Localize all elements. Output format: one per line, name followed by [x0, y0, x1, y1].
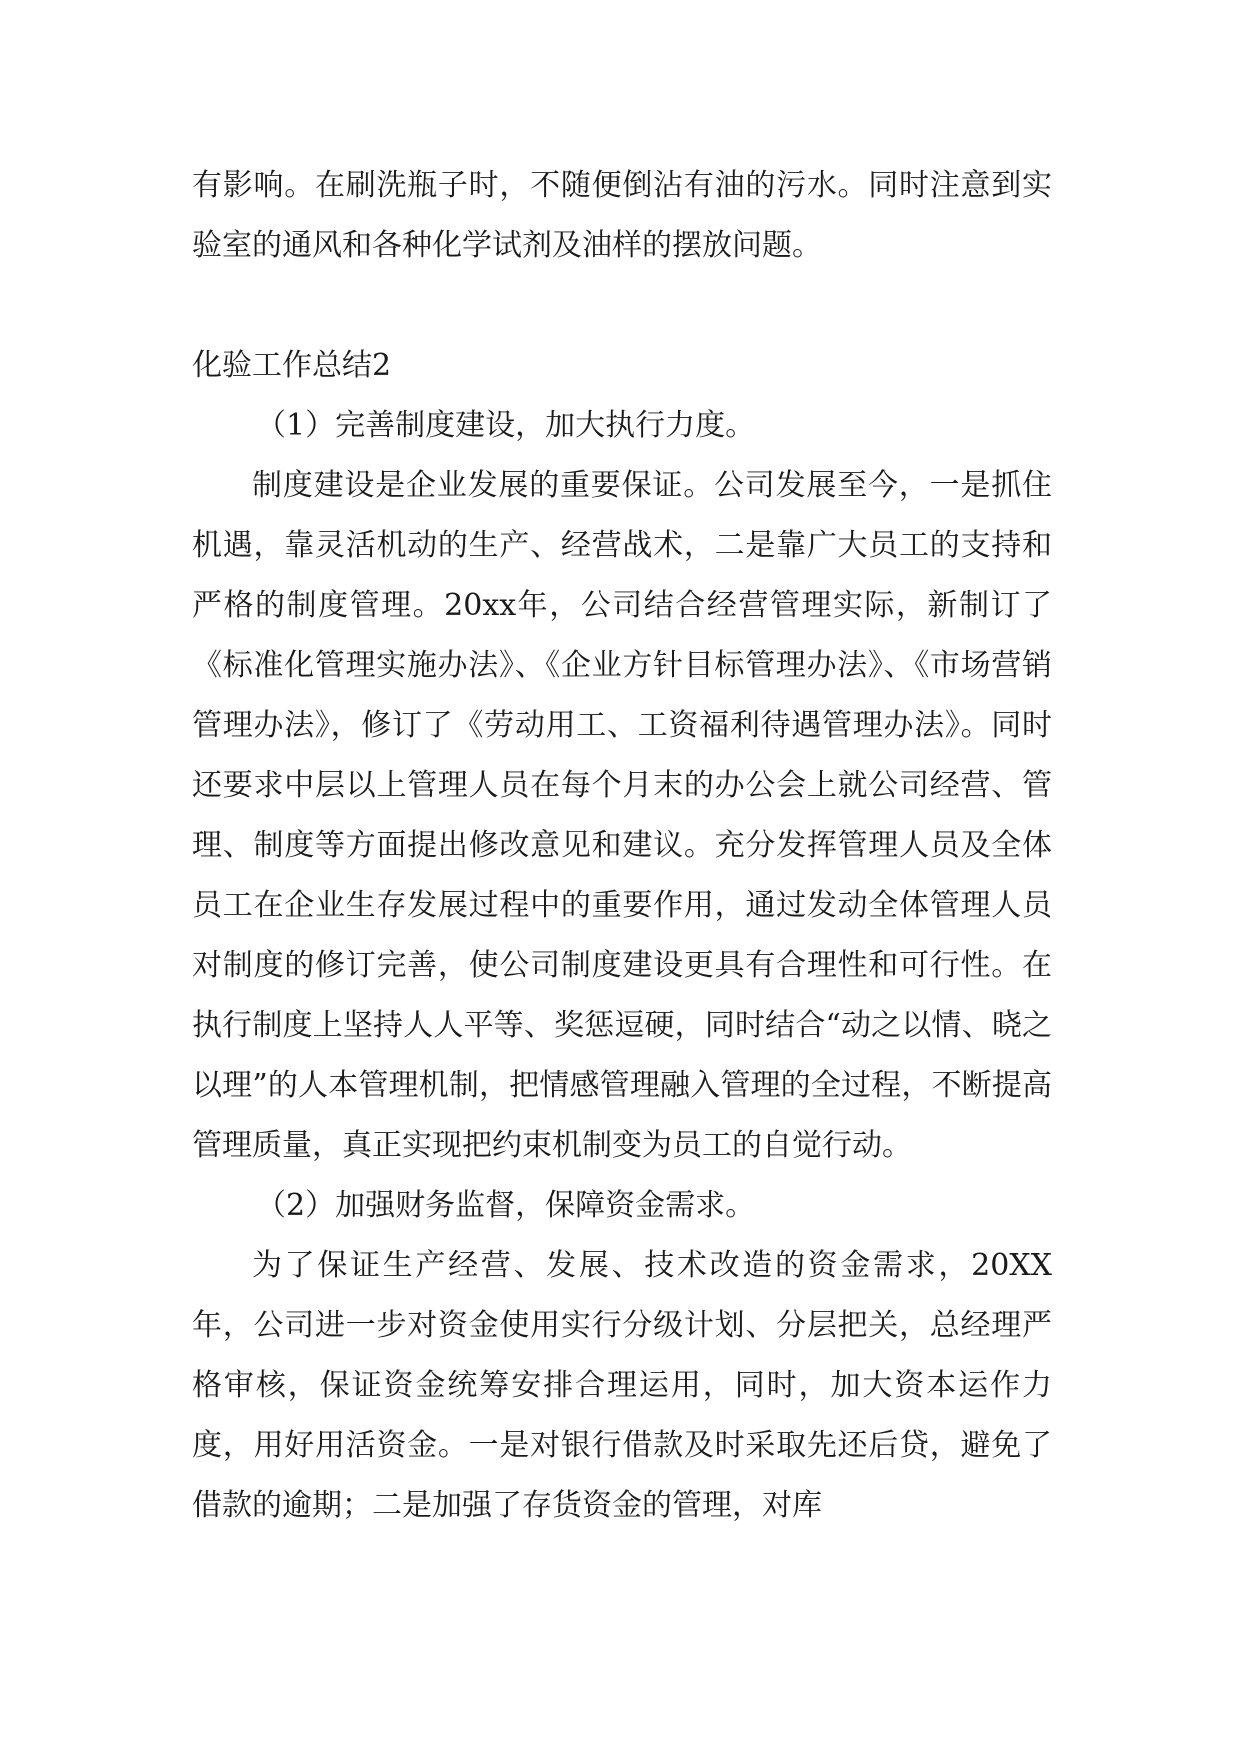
paragraph-system-building: 制度建设是企业发展的重要保证。公司发展至今，一是抓住机遇，靠灵活机动的生产、经营战术，二是靠广大员工的支持和严格的制度管理。20xx年，公司结合经营管理实际，新制订了《标准化管理实施办法》、《企业方针目标管理办法》、《市场营销管理办法》，修订了《劳动用工、工资福利待遇管理办法》。同时还要求中层以上管理人员在每个月末的办公会上就公司经营、管理、制度等方面提出修改意见和建议。充分发挥管理人员及全体员工在企业生存发展过程中的重要作用，通过发动全体管理人员对制度的修订完善，使公司制度建设更具有合理性和可行性。在执行制度上坚持人人平等、奖惩逗硬，同时结合“动之以情、晓之以理”的人本管理机制，把情感管理融入管理的全过程，不断提高管理质量，真正实现把约束机制变为员工的自觉行动。 [192, 468, 1052, 1163]
document-body [192, 156, 1052, 1536]
paragraph-continued: 有影响。在刷洗瓶子时，不随便倒沾有油的污水。同时注意到实验室的通风和各种化学试剂及油样的摆放问题。 [192, 168, 1052, 263]
subheading-1: （1）完善制度建设，加大执行力度。 [256, 408, 756, 443]
paragraph-gap [192, 276, 1052, 336]
paragraph-finance: 为了保证生产经营、发展、技术改造的资金需求，20XX年，公司进一步对资金使用实行分级计划、分层把关，总经理严格审核，保证资金统筹安排合理运用，同时，加大资本运作力度，用好用活资金。一是对银行借款及时采取先还后贷，避免了借款的逾期；二是加强了存货资金的管理，对库 [192, 1248, 1052, 1523]
section-title: 化验工作总结2 [192, 348, 392, 383]
subheading-2: （2）加强财务监督，保障资金需求。 [256, 1188, 756, 1223]
